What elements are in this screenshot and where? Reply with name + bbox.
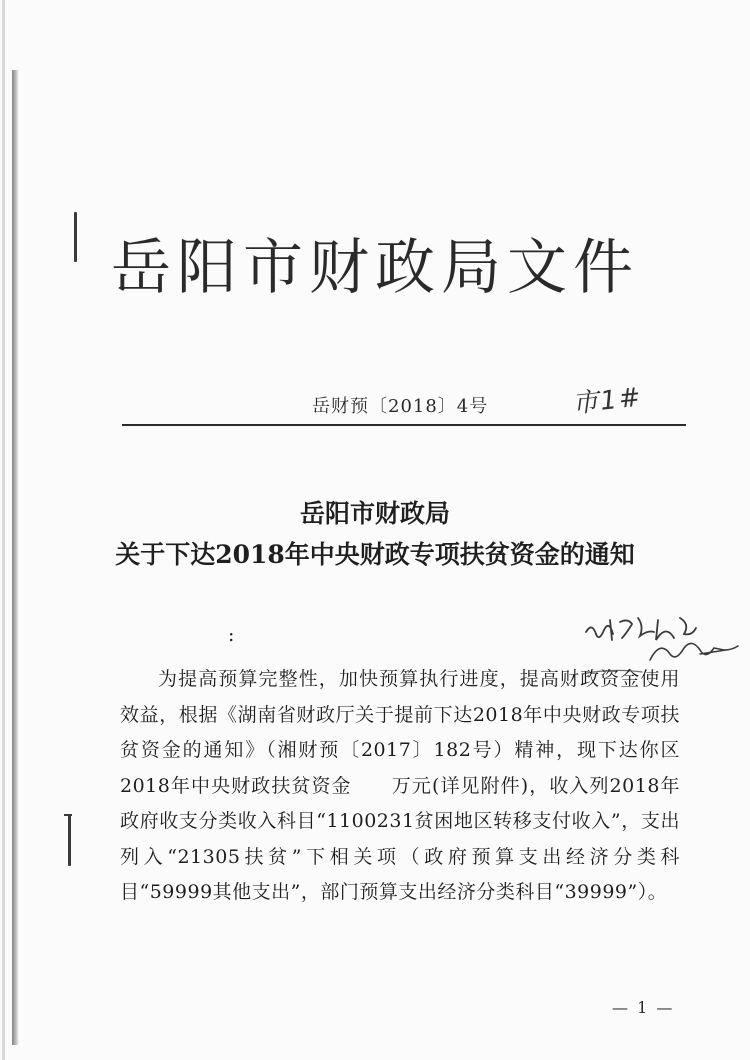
- document-number: 岳财预〔2018〕4号: [312, 396, 489, 417]
- body-paragraph: 为提高预算完整性，加快预算执行进度，提高财政资金使用效益，根据《湖南省财政厅关于提前下达2018年中央财政专项扶贫资金的通知》（湘财预〔2017〕182号）精神，现下达你区2018年中央财政扶贫资金 万元(详见附件)，收入列2018年政府收支分类收入科目“1100231贫困地区转移支付收入”，支出列入“21305扶贫”下相关项（政府预算支出经济分类科目“59999其他支出”，部门预算支出经济分类科目“39999”）。: [120, 668, 680, 903]
- header-divider: [122, 424, 686, 426]
- page-number: — 1 —: [612, 998, 675, 1017]
- document-title-subject: 关于下达2018年中央财政专项扶贫资金的通知: [115, 540, 635, 569]
- document-title-issuer: 岳阳市财政局: [299, 499, 450, 528]
- body-content: [120, 662, 680, 911]
- binding-mark: [68, 814, 71, 866]
- recipient-line: :: [228, 624, 235, 646]
- scan-edge: [2, 0, 5, 1060]
- handwritten-reference: 市1#: [570, 382, 644, 420]
- issuer-header: 岳阳市财政局文件: [111, 233, 639, 303]
